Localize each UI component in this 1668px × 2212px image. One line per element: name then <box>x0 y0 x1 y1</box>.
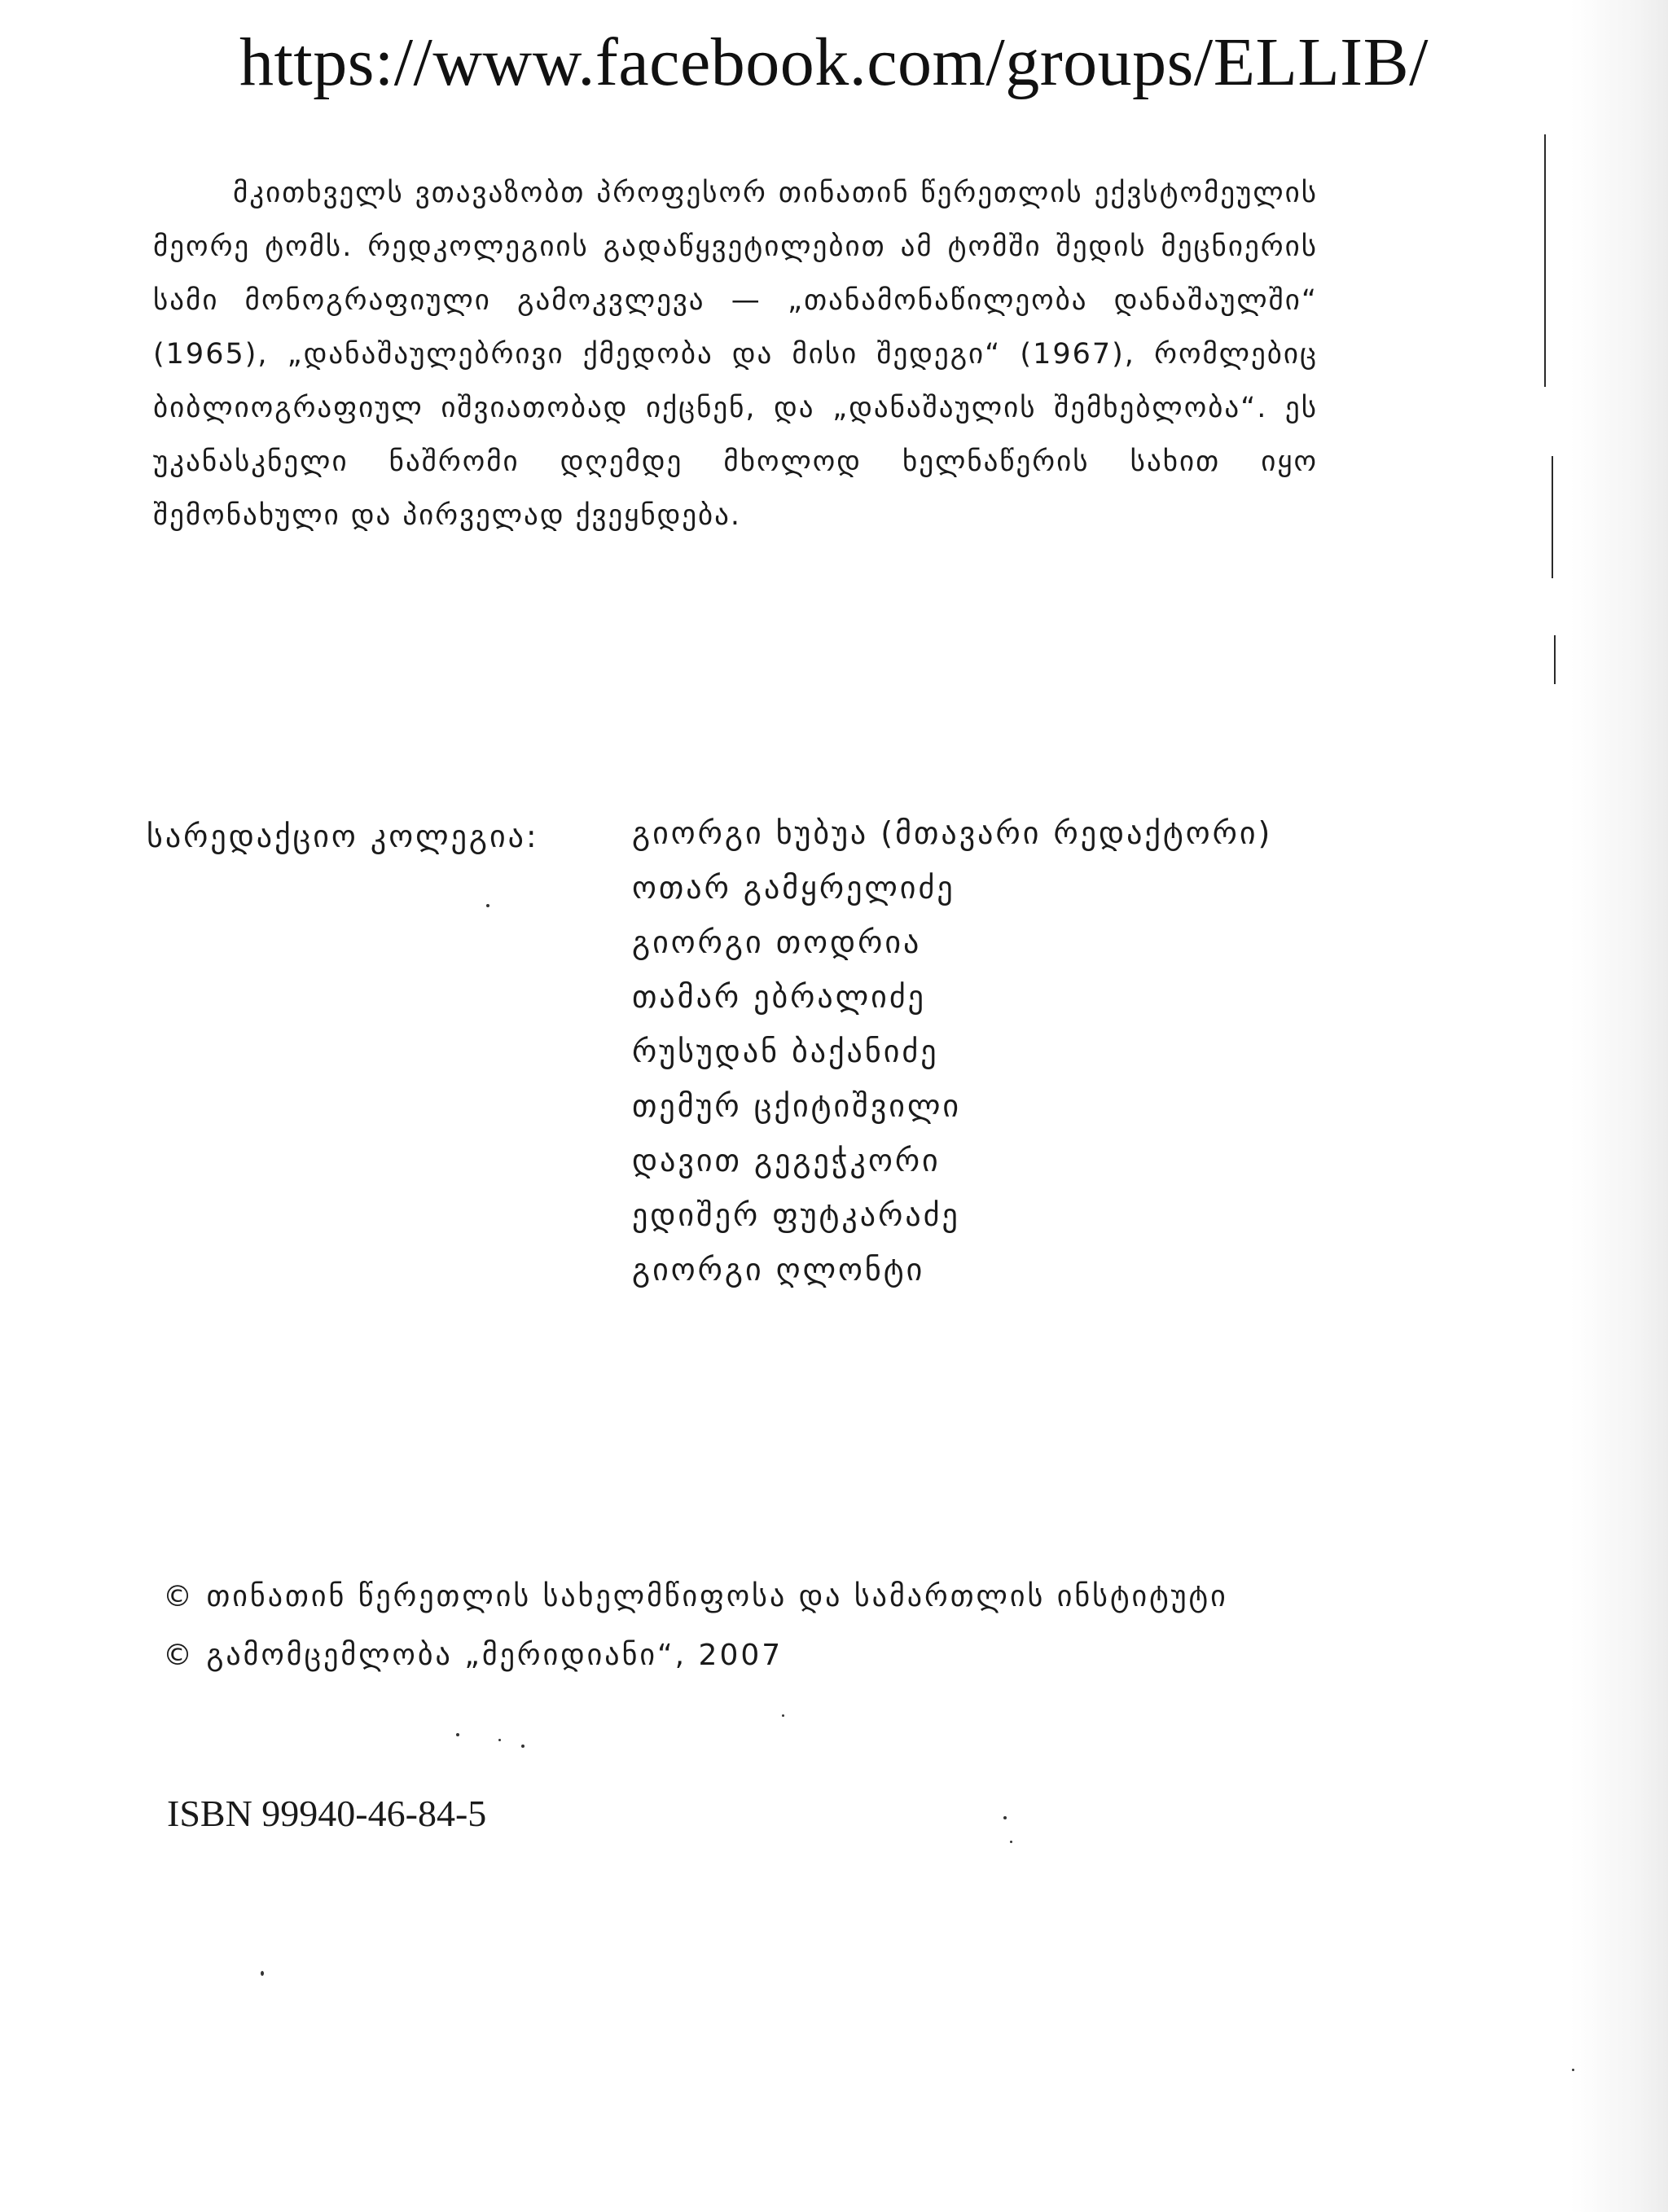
scan-speck <box>782 1714 784 1717</box>
scan-speck <box>1003 1816 1007 1819</box>
board-member: ედიშერ ფუტკარაძე <box>632 1197 960 1233</box>
scan-speck <box>261 1971 264 1976</box>
scan-speck <box>456 1733 459 1736</box>
board-member: რუსუდან ბაქანიძე <box>632 1034 939 1069</box>
intro-paragraph: მკითხველს ვთავაზობთ პროფესორ თინათინ წერეთლის ექვსტომეულის მეორე ტომს. რედკოლეგიის გადაწყვეტილებით ამ ტომში შედის მეცნიერის სამი მონოგრაფიული გამოკვლევა — „თანამონაწილეობა დანაშაულში“ (1965), „დანაშაულებრივი ქმედობა და მისი შედეგი“ (1967), რომლებიც ბიბლიოგრაფიულ იშვიათობად იქცნენ, და „დანაშაულის შემხებლობა“. ეს უკანასკნელი ნაშრომი დღემდე მხოლოდ ხელნაწერის სახით იყო შემონახული და პირველად ქვეყნდება. <box>153 177 1318 532</box>
scan-speck <box>1010 1841 1012 1843</box>
source-url: https://www.facebook.com/groups/ELLIB/ <box>239 24 1429 100</box>
board-member: თამარ ებრალიძე <box>632 979 926 1015</box>
board-member: გიორგი თოდრია <box>632 924 922 960</box>
board-member: დავით გეგეჭკორი <box>632 1143 941 1178</box>
editorial-board-title: სარედაქციო კოლეგია: <box>147 819 539 854</box>
board-member: ოთარ გამყრელიძე <box>632 870 955 906</box>
scan-edge-line <box>1544 134 1546 387</box>
scan-speck <box>498 1739 501 1741</box>
editorial-board-list <box>632 815 1273 1310</box>
isbn-number: ISBN 99940-46-84-5 <box>167 1793 487 1834</box>
scan-speck <box>1572 2069 1574 2071</box>
copyright-publisher: © გამომცემლობა „მერიდიანი“, 2007 <box>163 1639 784 1672</box>
scan-edge-line <box>1554 635 1556 684</box>
board-member: გიორგი ღლონტი <box>632 1252 925 1288</box>
scan-edge-line <box>1552 456 1553 578</box>
scan-speck <box>521 1745 525 1748</box>
board-member: თემურ ცქიტიშვილი <box>632 1088 962 1124</box>
copyright-institute: © თინათინ წერეთლის სახელმწიფოსა და სამართლის ინსტიტუტი <box>163 1580 1228 1613</box>
board-member: გიორგი ხუბუა (მთავარი რედაქტორი) <box>632 815 1273 851</box>
copyright-block <box>163 1580 1385 1697</box>
scan-edge-shadow <box>1570 0 1668 2212</box>
scan-speck <box>486 904 489 907</box>
